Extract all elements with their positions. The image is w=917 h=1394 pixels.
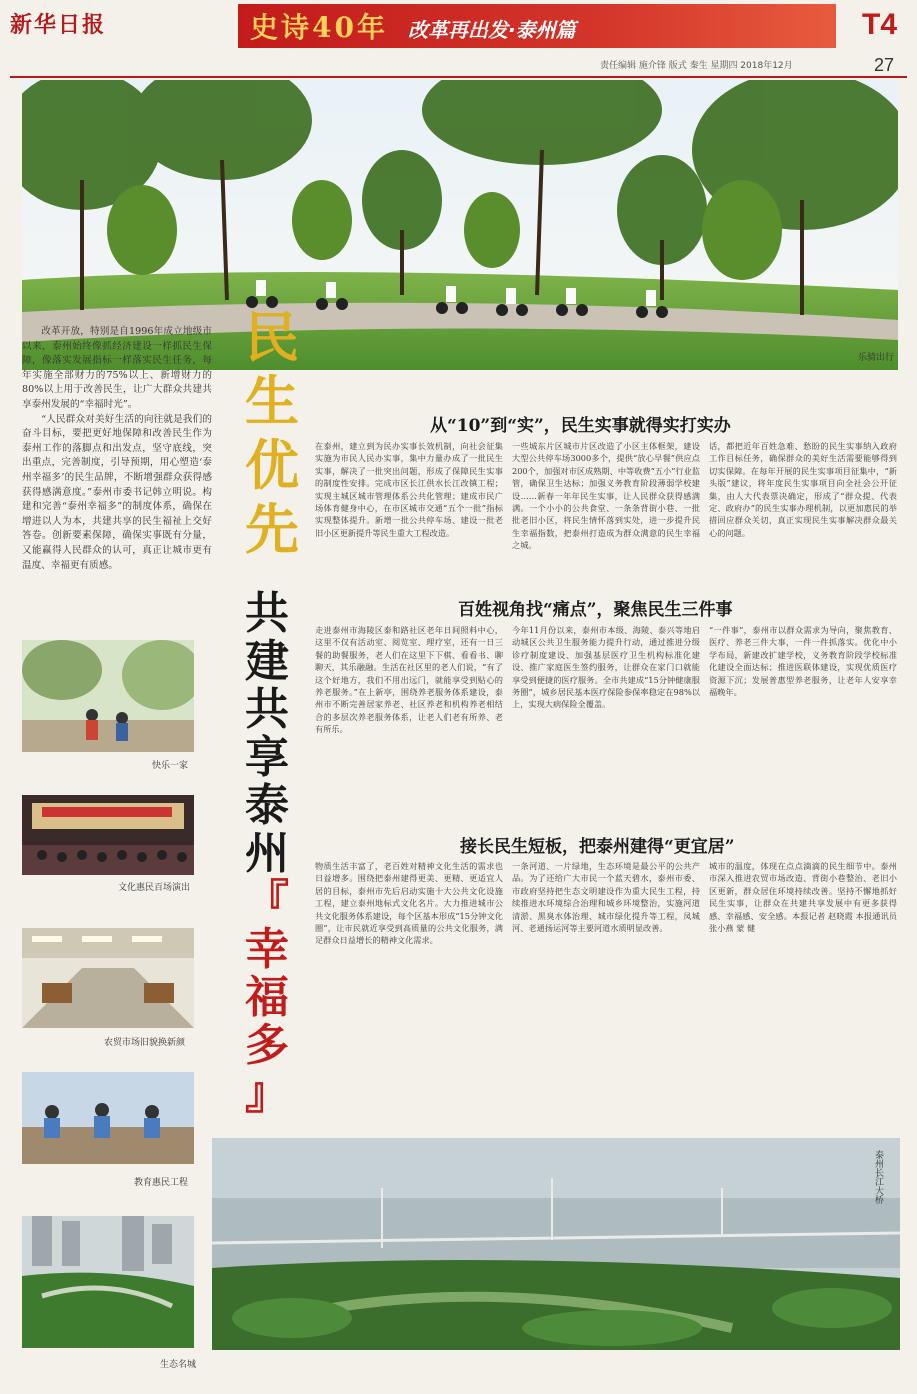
bridge-photo (212, 1138, 900, 1350)
article-column: 今年11月份以来，泰州市本级、海陵、泰兴等地启动城区公共卫生服务能力提升行动，通过推进分级诊疗制度建设、加强基层医疗卫生机构标准化建设、推广家庭医生签约服务，让群众在家门口就能享受到便捷的医疗服务。全市共建成“15分钟健康服务圈”，城乡居民基本医疗保险参保率稳定在98%以上，实现大病保险全覆盖。 (512, 625, 700, 710)
article-heading: 百姓视角找“痛点”，聚焦民生三件事 (458, 600, 733, 620)
caption-education: 教育惠民工程 (134, 1178, 189, 1188)
article-heading: 从“10”到“实”，民生实事就得实打实办 (430, 416, 731, 436)
article-heading: 接长民生短板，把泰州建得“更宜居” (460, 837, 735, 857)
caption-family: 快乐一家 (152, 761, 189, 771)
article-column: 一条河道、一片绿地，生态环境是最公平的公共产品。为了还给广大市民一个蓝天碧水，泰州市委、市政府坚持把生态文明建设作为重大民生工程，持续推进水环境综合治理和城乡环境整治，实施河道清淤、黑臭水体治理、城市绿化提升等工程，凤城河、老通扬运河等主要河道水质明显改善。 (512, 861, 700, 934)
title-char: 生 (245, 369, 299, 433)
article-column: 一些城东片区城市片区改造了小区主体框架，建设大型公共停车场3000多个，提供“放心早餐”供应点200个，加强对市区成熟期、中等收费“五小”行业监管，确保卫生达标；加强义务教育阶段薄弱学校建设……新春一年年民生实事，让人民群众获得感满满。一个小小的公共食堂、一条条背街小巷、一批批老旧小区，将民生情怀落到实处，进一步提升民生幸福指数，把泰州打造成为群众满意的民生幸福之城。 (512, 441, 700, 551)
article-column: 话，都把近年百姓急难、愁盼的民生实事纳入政府工作目标任务，确保群众的美好生活需要能够得到切实保障。在每年开展的民生实事项目征集中，“新头版”建议，将年度民生实事项目向全社会公开征集，由人大代表票决确定，形成了“群众提、代表定、政府办”的民生实事办理机制，以更加惠民的举措回应群众关切，真正实现民生实事解决群众最关心的问题。 (709, 441, 897, 538)
series-subtitle: 改革再出发·泰州篇 (408, 18, 576, 42)
education-photo (22, 1072, 194, 1164)
market-photo (22, 928, 194, 1028)
caption-bridge: 泰州长江大桥 (873, 1150, 883, 1204)
title-char: 民 (245, 305, 299, 369)
performance-photo (22, 795, 194, 875)
intro-paragraph: 改革开放，特别是自1996年成立地级市以来，泰州始终像抓经济建设一样抓民生保障，像落实发展指标一样落实民生任务，每年实施全部财力的75%以上、新增财力的80%以上用于改善民生，让广大群众共建共享泰州发展的“幸福时光”。 (22, 326, 212, 410)
title-char: 『 (245, 876, 289, 927)
eco-city-photo (22, 1216, 194, 1348)
title-char: 享 (245, 732, 289, 783)
intro-paragraph: “人民群众对美好生活的向往就是我们的奋斗目标，要把更好地保障和改善民生作为泰州工作的落脚点和出发点，坚守底线，突出重点，完善制度，引导预期，用心塑造‘泰州幸福多’的民生品牌，不断增强群众获得感获得感满意度。”泰州市委书记韩立明说。构建和完善“泰州幸福多”的制度体系，确保在增进以人为本，共建共享的民生福祉上交好答卷。创新要素保障，确保实事既有分量，又能赢得人民群众的认可，真正让城市更有温度、幸福更有质感。 (22, 413, 212, 571)
article-column: “一件事”，泰州市以群众需求为导向，聚焦教育、医疗、养老三件大事，一件一件抓落实。优化中小学布局，新建改扩建学校，义务教育阶段学校标准化建设全面达标；推进医联体建设，实现优质医疗资源下沉；发展普惠型养老服务，让老年人安享幸福晚年。 (709, 625, 897, 698)
title-char: 共 (245, 588, 289, 639)
photo-caption-top: 乐骑出行 (858, 353, 895, 363)
article-column: 城市的温度，体现在点点滴滴的民生细节中。泰州市深入推进农贸市场改造、背街小巷整治、老旧小区更新，群众居住环境持续改善。坚持不懈地抓好民生实事，让群众在共建共享发展中有更多获得感、幸福感、安全感。本报记者 赵晓霞 本报通讯员 张小燕 蒙 健 (709, 861, 897, 934)
article-column: 走进泰州市海陵区泰和路社区老年日间照料中心，这里不仅有活动室、阅览室、理疗室，还有一日三餐的助餐服务，老人们在这里下下棋、看看书、聊聊天，其乐融融。生活在社区里的老人们说，“有了这个好地方，我们不用出远门，就能享受到贴心的养老服务。”在上新亭，围绕养老服务体系建设，泰州市不断完善居家养老、社区养老和机构养老相结合的多层次养老服务体系，让老人们老有所养、老有所乐。 (315, 625, 503, 735)
title-char: 』 (245, 1068, 289, 1119)
title-char: 先 (245, 497, 299, 561)
header-rule (10, 76, 907, 78)
caption-market: 农贸市场旧貌换新颜 (104, 1038, 186, 1048)
title-char: 多 (245, 1020, 289, 1071)
article-column: 在泰州，建立到为民办实事长效机制，向社会征集实施为市民人民办实事，集中力量办成了一批民生实事，解决了一批突出问题，形成了保障民生实事的制度性安排。完成市区长江供水长江改镇工程；实现主城区城市管理体系公共化管理；建成市民广场体育健身中心，在市区城市交通“五个一批”指标实现整体提升。新增一批公共停车场、建设一批老旧小区更新提升等民生重大工程改造。 (315, 441, 503, 538)
date-day: 27 (874, 55, 895, 75)
page-number: T4 (862, 8, 898, 41)
title-char: 幸 (245, 924, 289, 975)
editor-line: 责任编辑 施介锋 版式 秦生 星期四 2018年12月 (600, 61, 793, 71)
vertical-title-minsheng (242, 305, 302, 561)
intro-text (22, 325, 212, 573)
title-char: 泰 (245, 780, 289, 831)
title-char: 优 (245, 433, 299, 497)
series-title: 史诗40年 (250, 11, 388, 44)
caption-performance: 文化惠民百场演出 (118, 883, 191, 893)
article-column: 物质生活丰富了，老百姓对精神文化生活的需求也日益增多。围绕把泰州建得更美、更精、更适宜人居的目标，泰州市先后启动实施十大公共文化设施工程，建立泰州地标式文化名片。大力推进城市公共文化服务体系建设，每个区基本形成“15分钟文化圈”，让市民就近享受到高质量的公共文化服务，满足群众日益增长的精神文化需求。 (315, 861, 503, 946)
title-char: 福 (245, 972, 289, 1023)
family-photo (22, 640, 194, 752)
title-char: 建 (245, 636, 289, 687)
title-char: 州 (245, 828, 289, 879)
vertical-title-gongjian (232, 590, 302, 1118)
masthead: 新华日报 (10, 12, 107, 38)
caption-eco: 生态名城 (160, 1360, 197, 1370)
title-char: 共 (245, 684, 289, 735)
